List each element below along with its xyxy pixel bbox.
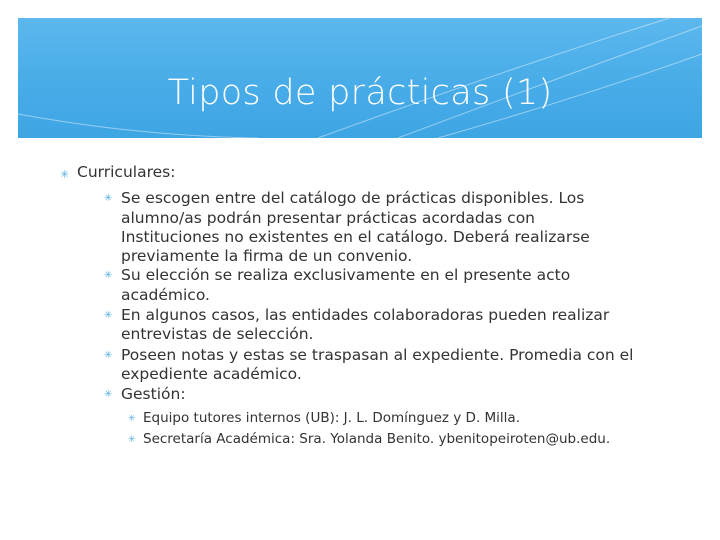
list-item-line: expediente académico. xyxy=(121,365,302,383)
list-item-line: alumno/as podrán presentar prácticas acordadas con xyxy=(121,209,536,227)
bullet-icon: ✳ xyxy=(104,389,113,400)
list-item-line: académico. xyxy=(121,286,210,304)
bullet-icon: ✳ xyxy=(104,270,113,281)
bullet-icon: ✳ xyxy=(104,310,113,321)
list-item-line: Poseen notas y estas se traspasan al expediente. Promedia con el xyxy=(121,346,634,364)
level1-label: Curriculares: xyxy=(77,163,176,181)
bullet-icon: ✳ xyxy=(128,414,136,424)
sub-list-item: Secretaría Académica: Sra. Yolanda Benito. ybenitopeiroten@ub.edu. xyxy=(143,431,611,447)
bullet-icon: ✳ xyxy=(128,435,136,445)
list-item-line: Instituciones no existentes en el catálogo. Deberá realizarse xyxy=(121,228,590,246)
sub-list-item: Equipo tutores internos (UB): J. L. Domínguez y D. Milla. xyxy=(143,410,520,426)
bullet-icon: ✳ xyxy=(104,193,113,204)
slide-title: Tipos de prácticas (1) xyxy=(167,73,553,113)
list-item-line: previamente la firma de un convenio. xyxy=(121,247,413,265)
list-item-line: Su elección se realiza exclusivamente en el presente acto xyxy=(121,266,571,284)
bullet-icon: ✳ xyxy=(60,168,70,181)
list-item-line: entrevistas de selección. xyxy=(121,325,314,343)
list-item-line: Gestión: xyxy=(121,385,186,403)
list-item-line: En algunos casos, las entidades colaboradoras pueden realizar xyxy=(121,306,610,324)
bullet-icon: ✳ xyxy=(104,350,113,361)
list-item-line: Se escogen entre del catálogo de prácticas disponibles. Los xyxy=(121,189,585,207)
